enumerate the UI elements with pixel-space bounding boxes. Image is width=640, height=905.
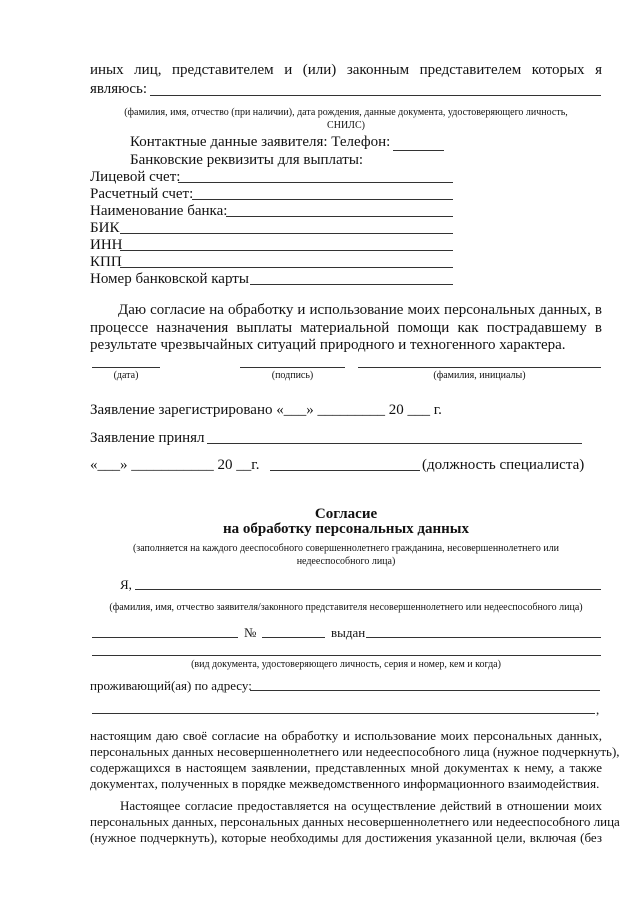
field-bank-name: Наименование банка: (90, 203, 228, 219)
fio-caption: (фамилия, имя, отчество заявителя/законного представителя несовершеннолетнего или недееспособного лица) (109, 602, 583, 613)
address-line[interactable] (250, 690, 600, 691)
bank-details-label: Банковские реквизиты для выплаты: (130, 152, 364, 168)
issued-line[interactable] (366, 637, 601, 638)
para1-line-4: документах, полученных в порядке межведомственного информационного взаимодействия. (90, 776, 600, 791)
top-line-2: являюсь: (90, 81, 148, 97)
field-kpp: КПП (90, 254, 122, 270)
accepted-line[interactable] (207, 443, 582, 444)
number-label: № (244, 625, 257, 640)
date-line[interactable] (92, 367, 160, 368)
para1-line-1: настоящим даю своё согласие на обработку и использование моих персональных данных, (90, 728, 602, 743)
i-label: Я, (120, 577, 132, 592)
consent-note-1: (заполняется на каждого дееспособного совершеннолетнего гражданина, несовершеннолетнего или (132, 543, 560, 554)
para2-line-2: персональных данных, персональных данных несовершеннолетнего или недееспособного лица (90, 814, 620, 829)
consent1-line-2: процессе назначения выплаты материальной помощи как пострадавшему в (90, 320, 602, 336)
bank-name-line[interactable] (226, 216, 453, 217)
contact-label: Контактные данные заявителя: Телефон: (130, 134, 391, 150)
signature-line[interactable] (240, 367, 345, 368)
card-number-line[interactable] (250, 284, 453, 285)
fio-line[interactable] (135, 589, 601, 590)
kpp-line[interactable] (120, 267, 453, 268)
registered-text: Заявление зарегистрировано «___» _________ 20 ___ г. (90, 402, 442, 418)
signature-caption: (подпись) (271, 370, 314, 381)
consent-title: Согласие (314, 506, 378, 522)
para1-line-3: содержащихся в настоящем заявлении, представленных мной документах к нему, а также (90, 760, 602, 775)
doc-extra-line[interactable] (92, 655, 601, 656)
position-caption: (должность специалиста) (422, 457, 585, 473)
top-line-1: иных лиц, представителем и (или) законным представителем которых я (90, 62, 602, 78)
field-bik: БИК (90, 220, 120, 236)
accepted-date: «___» ___________ 20 __г. (90, 457, 260, 473)
settlement-account-line[interactable] (192, 199, 453, 200)
top-caption-2: СНИЛС) (327, 120, 365, 131)
personal-account-line[interactable] (178, 182, 453, 183)
consent1-line-1: Даю согласие на обработку и использование моих персональных данных, в (118, 302, 602, 318)
para2-line-3: (нужное подчеркнуть), которые необходимы для достижения указанной цели, включая (без (90, 830, 602, 845)
address-comma: , (596, 702, 600, 717)
doc-caption: (вид документа, удостоверяющего личность, серия и номер, кем и когда) (191, 659, 501, 670)
address-line-2[interactable] (92, 713, 595, 714)
bik-line[interactable] (120, 233, 453, 234)
para2-line-1: Настоящее согласие предоставляется на осуществление действий в отношении моих (120, 798, 602, 813)
field-card-number: Номер банковской карты (90, 271, 249, 287)
top-caption-1: (фамилия, имя, отчество (при наличии), дата рождения, данные документа, удостоверяющего личность, (124, 107, 568, 118)
name-caption: (фамилия, инициалы) (433, 370, 526, 381)
field-inn: ИНН (90, 237, 123, 253)
inn-line[interactable] (120, 250, 453, 251)
position-line[interactable] (270, 470, 420, 471)
name-line[interactable] (358, 367, 601, 368)
consent-subtitle: на обработку персональных данных (223, 521, 469, 537)
consent-note-2: недееспособного лица) (296, 556, 396, 567)
field-personal-account: Лицевой счет: (90, 169, 181, 185)
para1-line-2: персональных данных несовершеннолетнего или недееспособного лица (нужное подчеркнуть), (90, 744, 620, 759)
date-caption: (дата) (113, 370, 139, 381)
doc-number-line[interactable] (262, 637, 325, 638)
consent1-line-3: результате чрезвычайных ситуаций природного и техногенного характера. (90, 337, 566, 353)
issued-label: выдан (331, 625, 366, 640)
top-blank-line[interactable] (150, 95, 601, 96)
accepted-label: Заявление принял (90, 430, 205, 446)
address-label: проживающий(ая) по адресу: (90, 678, 252, 693)
doc-type-line[interactable] (92, 637, 238, 638)
phone-line[interactable] (393, 150, 444, 151)
field-settlement-account: Расчетный счет: (90, 186, 194, 202)
